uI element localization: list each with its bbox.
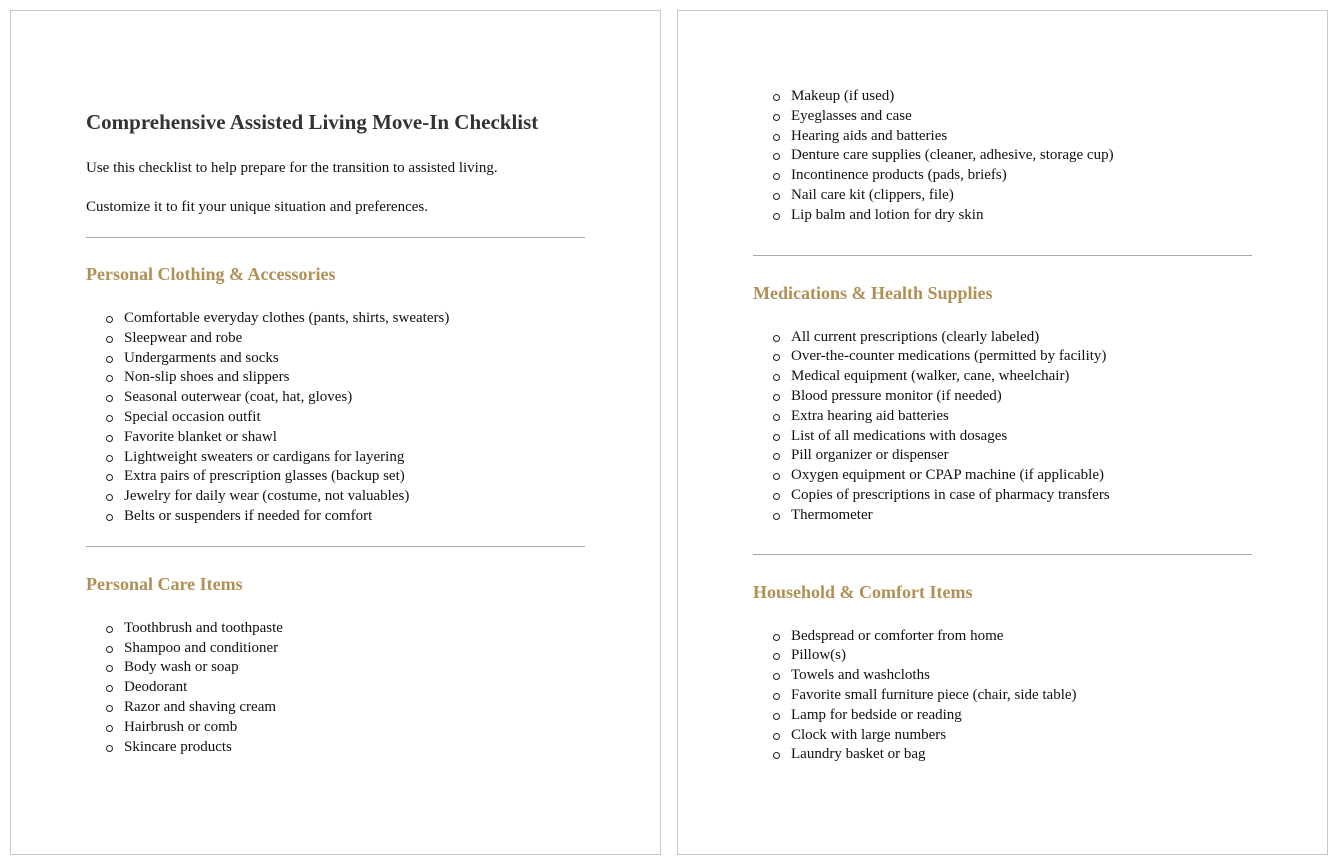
section-divider: [753, 554, 1252, 555]
section-heading-medications: Medications & Health Supplies: [753, 282, 993, 303]
checklist-item: Eyeglasses and case: [773, 107, 1252, 127]
checklist-item: Favorite blanket or shawl: [106, 428, 585, 448]
checklist-item: Shampoo and conditioner: [106, 639, 585, 659]
checklist-item: Clock with large numbers: [773, 726, 1252, 746]
checklist-item: Makeup (if used): [773, 87, 1252, 107]
page-2-content: [753, 87, 1252, 765]
checklist-item: Skincare products: [106, 738, 585, 758]
checklist-item: Undergarments and socks: [106, 349, 585, 369]
checklist-item: Deodorant: [106, 678, 585, 698]
document-page-1: [10, 10, 661, 855]
checklist-item: Extra pairs of prescription glasses (backup set): [106, 467, 585, 487]
checklist-item: Extra hearing aid batteries: [773, 407, 1252, 427]
document-page-2: [677, 10, 1328, 855]
checklist-personal-care: [86, 619, 585, 758]
checklist-personal-care-continued: [753, 87, 1252, 226]
checklist-item: Medical equipment (walker, cane, wheelchair): [773, 367, 1252, 387]
section-heading-personal-care: Personal Care Items: [86, 573, 243, 594]
checklist-item: Seasonal outerwear (coat, hat, gloves): [106, 388, 585, 408]
section-divider: [86, 237, 585, 238]
checklist-item: Thermometer: [773, 506, 1252, 526]
checklist-item: Incontinence products (pads, briefs): [773, 166, 1252, 186]
checklist-item: List of all medications with dosages: [773, 427, 1252, 447]
checklist-item: Toothbrush and toothpaste: [106, 619, 585, 639]
checklist-item: All current prescriptions (clearly labeled): [773, 328, 1252, 348]
checklist-item: Comfortable everyday clothes (pants, shirts, sweaters): [106, 309, 585, 329]
checklist-item: Laundry basket or bag: [773, 745, 1252, 765]
checklist-item: Blood pressure monitor (if needed): [773, 387, 1252, 407]
checklist-item: Sleepwear and robe: [106, 329, 585, 349]
section-divider: [86, 546, 585, 547]
checklist-item: Hearing aids and batteries: [773, 127, 1252, 147]
checklist-item: Over-the-counter medications (permitted by facility): [773, 347, 1252, 367]
checklist-item: Oxygen equipment or CPAP machine (if applicable): [773, 466, 1252, 486]
checklist-clothing: [86, 309, 585, 527]
checklist-item: Lamp for bedside or reading: [773, 706, 1252, 726]
intro-paragraph-1: Use this checklist to help prepare for the transition to assisted living.: [86, 160, 498, 176]
checklist-item: Denture care supplies (cleaner, adhesive, storage cup): [773, 146, 1252, 166]
checklist-item: Nail care kit (clippers, file): [773, 186, 1252, 206]
section-heading-clothing: Personal Clothing & Accessories: [86, 264, 336, 284]
checklist-item: Favorite small furniture piece (chair, side table): [773, 686, 1252, 706]
checklist-household: [753, 627, 1252, 766]
checklist-item: Pillow(s): [773, 646, 1252, 666]
checklist-item: Belts or suspenders if needed for comfort: [106, 507, 585, 527]
checklist-item: Hairbrush or comb: [106, 718, 585, 738]
checklist-medications: [753, 328, 1252, 526]
checklist-item: Bedspread or comforter from home: [773, 627, 1252, 647]
checklist-item: Lip balm and lotion for dry skin: [773, 206, 1252, 226]
checklist-item: Non-slip shoes and slippers: [106, 368, 585, 388]
checklist-item: Towels and washcloths: [773, 666, 1252, 686]
checklist-item: Lightweight sweaters or cardigans for layering: [106, 448, 585, 468]
document-title: Comprehensive Assisted Living Move-In Checklist: [86, 110, 539, 134]
page-1-content: [86, 109, 585, 757]
checklist-item: Razor and shaving cream: [106, 698, 585, 718]
checklist-item: Special occasion outfit: [106, 408, 585, 428]
intro-paragraph-2: Customize it to fit your unique situation and preferences.: [86, 199, 428, 215]
checklist-item: Jewelry for daily wear (costume, not valuables): [106, 487, 585, 507]
checklist-item: Pill organizer or dispenser: [773, 446, 1252, 466]
checklist-item: Body wash or soap: [106, 658, 585, 678]
section-divider: [753, 255, 1252, 256]
section-heading-household: Household & Comfort Items: [753, 581, 973, 602]
checklist-item: Copies of prescriptions in case of pharmacy transfers: [773, 486, 1252, 506]
